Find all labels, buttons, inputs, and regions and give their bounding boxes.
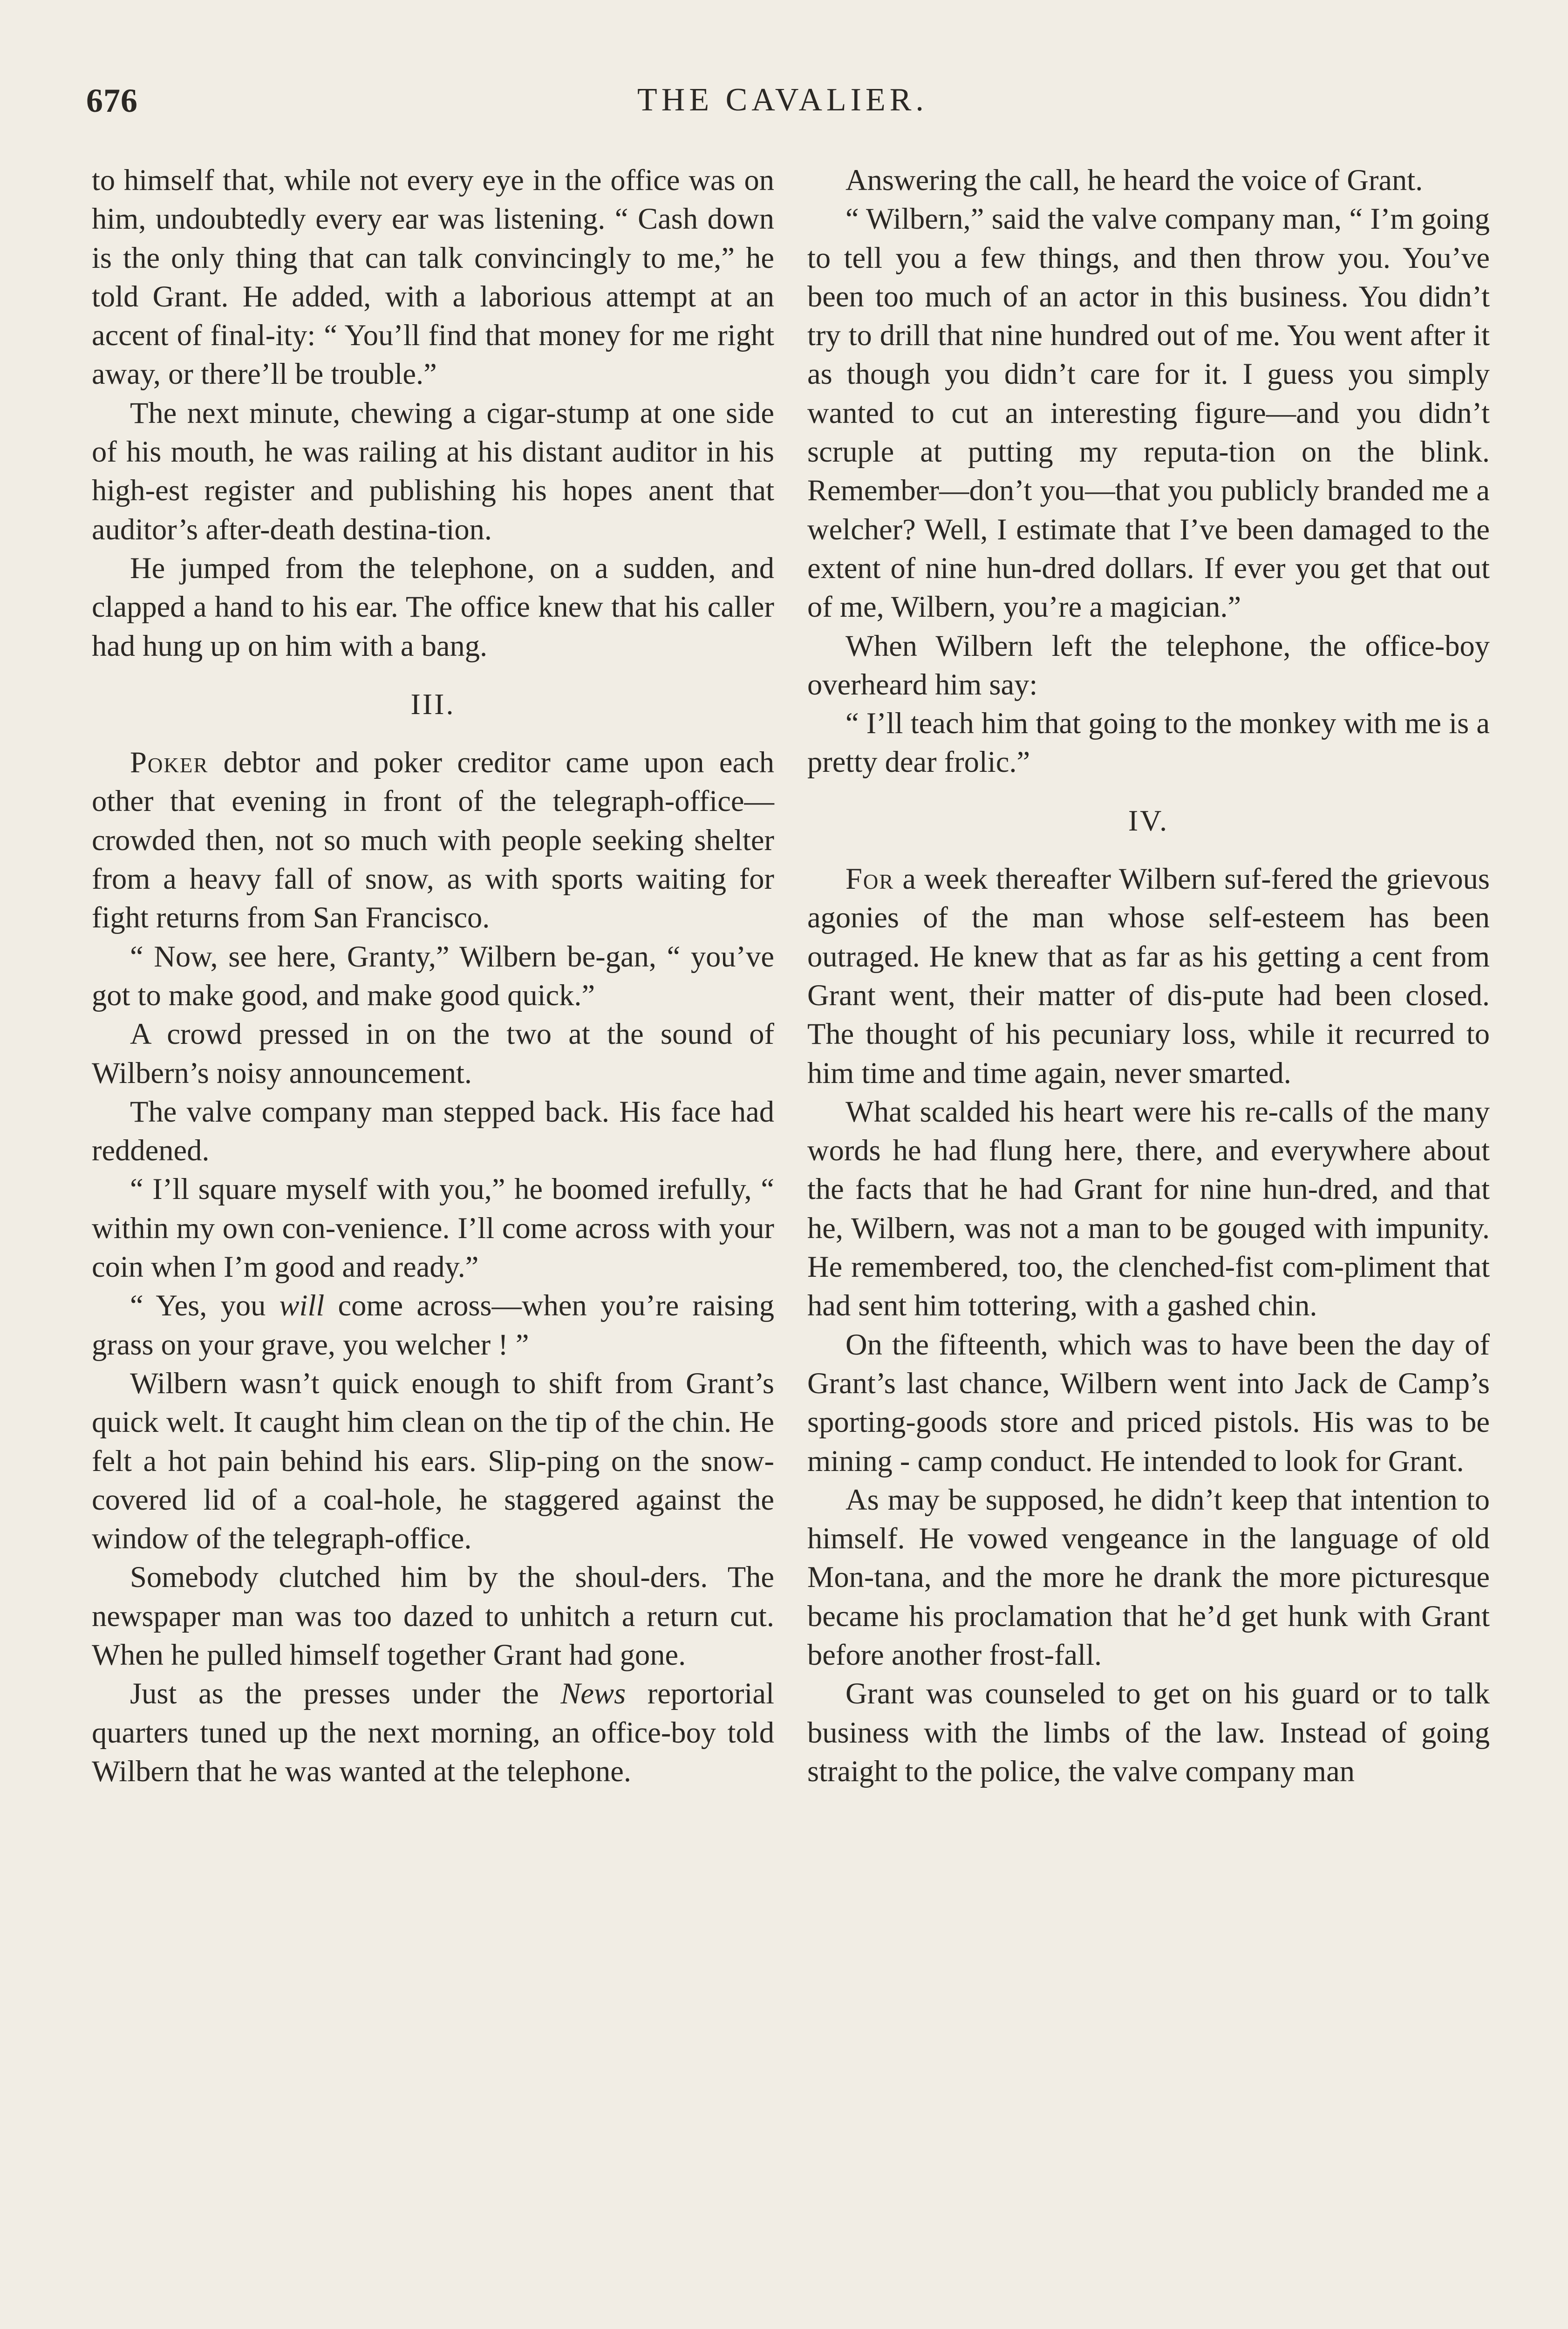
paragraph: The valve company man stepped back. His face had reddened.: [92, 1095, 774, 1167]
paragraph: The next minute, chewing a cigar-stump at one side of his mouth, he was railing at his distant auditor in his high-est register and publishing his hopes anent that auditor’s after-death destina-tion.: [92, 396, 774, 546]
section-heading-iii: III.: [410, 687, 456, 721]
emphasis: News: [560, 1677, 626, 1710]
paragraph: “ Now, see here, Granty,” Wilbern be-gan, “ you’ve got to make good, and make good quick.”: [92, 940, 774, 1012]
page-header: [86, 82, 1479, 133]
running-head: THE CAVALIER.: [637, 82, 928, 118]
paragraph-text: a week thereafter Wilbern suf-fered the grievous agonies of the man whose self-esteem has been outraged. He knew that as far as his getting a cent from Grant went, their matter of dis-pute had been closed. The thought of his pecuniary loss, while it recurred to him time and time again, never smarted.: [807, 862, 1490, 1090]
paragraph-text: come across—when you’re raising grass on your grave, you welcher ! ”: [92, 1289, 774, 1361]
paragraph: Grant was counseled to get on his guard or to talk business with the limbs of the law. Instead of going straight to the police, the valve company man: [807, 1677, 1490, 1788]
paragraph: What scalded his heart were his re-calls of the many words he had flung here, there, and everywhere about the facts that he had Grant for nine hun-dred, and that he, Wilbern, was not a man to be gouged with impunity. He remembered, too, the clenched-fist com-pliment that had sent him tottering, with a gashed chin.: [807, 1095, 1490, 1322]
paragraph: On the fifteenth, which was to have been the day of Grant’s last chance, Wilbern went into Jack de Camp’s sporting-goods store and priced pistols. His was to be mining - camp conduct. He intended to look for Grant.: [807, 1328, 1490, 1478]
paragraph: Wilbern wasn’t quick enough to shift from Grant’s quick welt. It caught him clean on the tip of the chin. He felt a hot pain behind his ears. Slip-ping on the snow-covered lid of a coal-hole, he staggered against the window of the telegraph-office.: [92, 1366, 774, 1555]
left-column: [92, 161, 774, 1791]
paragraph: to himself that, while not every eye in the office was on him, undoubtedly every ear was listening. “ Cash down is the only thing that can talk convincingly to me,” he told Grant. He added, with a laborious attempt at an accent of final-ity: “ You’ll find that money for me right away, or there’ll be trouble.”: [92, 163, 774, 391]
paragraph: [807, 859, 1490, 1092]
paragraph: “ I’ll teach him that going to the monkey with me is a pretty dear frolic.”: [807, 707, 1490, 779]
paragraph: A crowd pressed in on the two at the sound of Wilbern’s noisy announcement.: [92, 1017, 774, 1090]
paragraph-text: debtor and poker creditor came upon each other that evening in front of the telegraph-office—crowded then, not so much with people seeking shelter from a heavy fall of snow, as with sports waiting for fight returns from San Francisco.: [92, 746, 774, 934]
paragraph: He jumped from the telephone, on a sudden, and clapped a hand to his ear. The office knew that his caller had hung up on him with a bang.: [92, 551, 774, 662]
paragraph: When Wilbern left the telephone, the office-boy overheard him say:: [807, 629, 1490, 701]
page-number: 676: [86, 82, 138, 119]
section-heading-iv: IV.: [1128, 804, 1169, 837]
paragraph: [92, 1674, 774, 1791]
right-column: [807, 161, 1490, 1791]
lead-word: For: [845, 862, 894, 896]
paragraph: [92, 743, 774, 937]
paragraph: [92, 1286, 774, 1364]
paragraph: “ I’ll square myself with you,” he boomed irefully, “ within my own con-venience. I’ll come across with your coin when I’m good and ready.”: [92, 1172, 774, 1284]
paragraph-text: reportorial quarters tuned up the next morning, an office-boy told Wilbern that he was wanted at the telephone.: [92, 1677, 774, 1788]
lead-word: Poker: [130, 746, 209, 779]
paragraph: Answering the call, he heard the voice of Grant.: [845, 163, 1423, 197]
paragraph-text: “ Yes, you: [130, 1289, 280, 1322]
emphasis: will: [279, 1289, 325, 1322]
paragraph: Somebody clutched him by the shoul-ders. The newspaper man was too dazed to unhitch a return cut. When he pulled himself together Grant had gone.: [92, 1560, 774, 1671]
paragraph-text: Just as the presses under the: [130, 1677, 561, 1710]
paragraph: “ Wilbern,” said the valve company man, “ I’m going to tell you a few things, and then throw you. You’ve been too much of an actor in this business. You didn’t try to drill that nine hundred out of me. You went after it as though you didn’t care for it. I guess you simply wanted to cut an interesting figure—and you didn’t scruple at putting my reputa-tion on the blink. Remember—don’t you—that you publicly branded me a welcher? Well, I estimate that I’ve been damaged to the extent of nine hun-dred dollars. If ever you get that out of me, Wilbern, you’re a magician.”: [807, 202, 1490, 624]
paragraph: As may be supposed, he didn’t keep that intention to himself. He vowed vengeance in the language of old Mon-tana, and the more he drank the more picturesque became his proclamation that he’d get hunk with Grant before another frost-fall.: [807, 1483, 1490, 1671]
